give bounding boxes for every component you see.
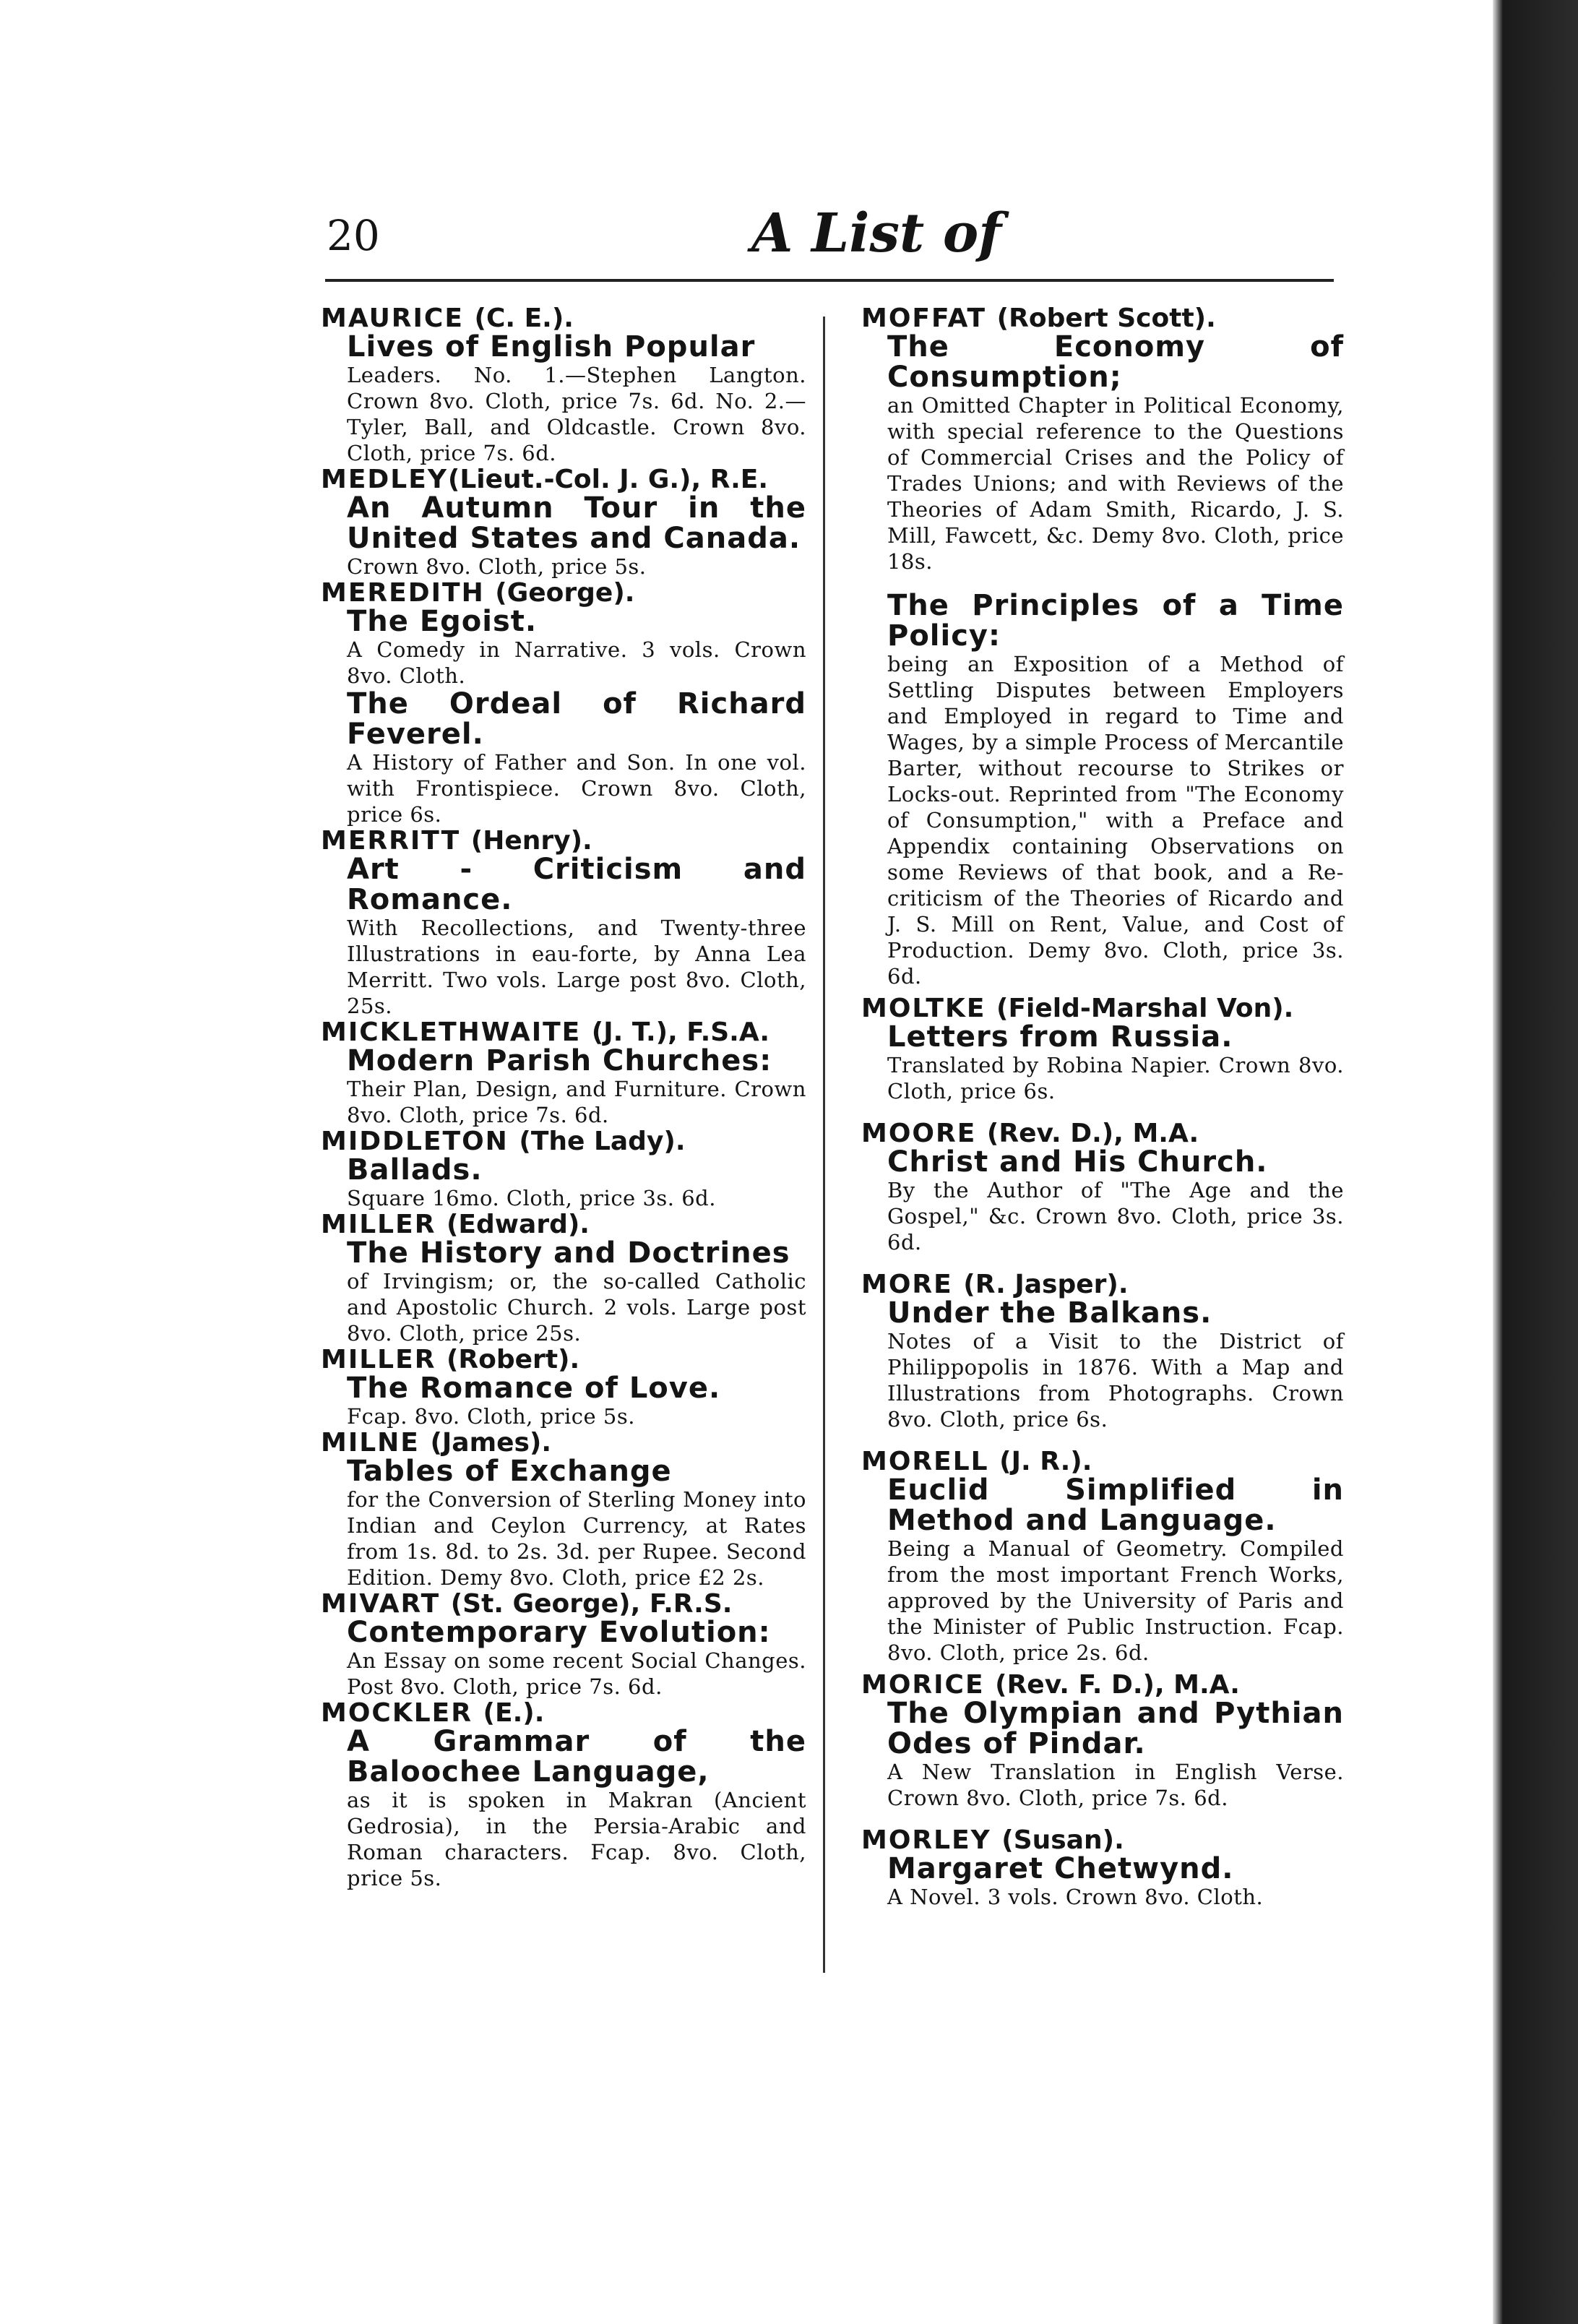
- author-name: MILLER: [321, 1210, 436, 1239]
- book-title: Art - Criticism and Romance.: [347, 853, 806, 916]
- catalog-entry: [861, 305, 1344, 574]
- author-detail: (J. R.).: [999, 1447, 1092, 1476]
- right-column: [861, 305, 1344, 1910]
- author-name: MAURICE: [321, 304, 464, 333]
- catalog-entry: [321, 1429, 806, 1591]
- author-name: MORELL: [861, 1447, 989, 1476]
- catalog-entry: [321, 580, 806, 689]
- book-title: Letters from Russia.: [887, 1020, 1233, 1054]
- author-heading: [321, 1128, 806, 1155]
- book-description: Their Plan, Design, and Furniture. Crown 8vo. Cloth, price 7s. 6d.: [347, 1077, 806, 1127]
- catalog-entry: [321, 305, 806, 466]
- author-detail: (E.).: [483, 1698, 545, 1728]
- book-description: A History of Father and Son. In one vol. with Frontispiece. Crown 8vo. Cloth, price 6s.: [347, 750, 806, 827]
- catalog-entry: [861, 1671, 1344, 1811]
- catalog-entry: [321, 827, 806, 1019]
- author-heading: [321, 1019, 806, 1046]
- author-name: MORLEY: [861, 1825, 991, 1855]
- author-name: MILLER: [321, 1345, 436, 1374]
- author-detail: (St. George), F.R.S.: [450, 1589, 733, 1619]
- catalog-entry: [861, 1827, 1344, 1910]
- author-heading: [861, 995, 1344, 1022]
- catalog-entry: [861, 1120, 1344, 1255]
- book-title: Ballads.: [347, 1153, 483, 1187]
- author-name: MOFFAT: [861, 304, 987, 333]
- author-detail: (Edward).: [446, 1210, 590, 1239]
- book-title: The Ordeal of Richard Feverel.: [347, 687, 806, 751]
- book-description: of Irvingism; or, the so-called Catholic and Apostolic Church. 2 vols. Large post 8vo. Cloth, price 25s.: [347, 1269, 806, 1346]
- column-rule: [823, 317, 825, 1973]
- left-column: [321, 305, 806, 1891]
- author-detail: (Robert).: [446, 1345, 580, 1374]
- header-rule: [325, 279, 1334, 282]
- catalog-entry: [321, 1019, 806, 1128]
- book-description: A New Translation in English Verse. Crown 8vo. Cloth, price 7s. 6d.: [887, 1760, 1344, 1810]
- book-title: The Egoist.: [347, 605, 538, 638]
- catalog-entry: [321, 1211, 806, 1346]
- author-detail: (R. Jasper).: [963, 1270, 1129, 1299]
- book-description: With Recollections, and Twenty-three Illustrations in eau-forte, by Anna Lea Merritt. Two vols. Large post 8vo. Cloth, 25s.: [347, 916, 806, 1018]
- catalog-entry: [861, 1448, 1344, 1666]
- author-heading: [321, 305, 806, 332]
- book-description: as it is spoken in Makran (Ancient Gedrosia), in the Persia-Arabic and Roman characters. Fcap. 8vo. Cloth, price 5s.: [347, 1788, 806, 1890]
- book-description: being an Exposition of a Method of Settling Disputes between Employers and Employed in regard to Time and Wages, by a simple Process of Mercantile Barter, without recourse to Strikes or Locks-out. Reprinted from "The Economy of Consumption," with a Preface and Appendix containing Observations on some Reviews of that book, and a Re-criticism of the Theories of Ricardo and J. S. Mill on Rent, Value, and Cost of Production. Demy 8vo. Cloth, price 3s. 6d.: [887, 652, 1344, 989]
- author-heading: [321, 1591, 806, 1617]
- book-description: Crown 8vo. Cloth, price 5s.: [347, 554, 647, 579]
- running-head: A List of: [751, 202, 1002, 264]
- author-detail: (C. E.).: [474, 304, 574, 333]
- author-name: MILNE: [321, 1428, 420, 1458]
- book-title: The Olympian and Pythian Odes of Pindar.: [887, 1697, 1344, 1760]
- author-heading: [321, 466, 806, 493]
- author-heading: [321, 1346, 806, 1373]
- book-title: Euclid Simplified in Method and Language.: [887, 1473, 1344, 1537]
- author-heading: [861, 1827, 1344, 1854]
- book-description: Square 16mo. Cloth, price 3s. 6d.: [347, 1186, 716, 1210]
- author-heading: [321, 1700, 806, 1726]
- author-heading: [321, 827, 806, 854]
- catalog-entry: [861, 995, 1344, 1104]
- author-name: MORICE: [861, 1670, 985, 1700]
- book-title: Modern Parish Churches:: [347, 1044, 772, 1077]
- book-description: Fcap. 8vo. Cloth, price 5s.: [347, 1404, 635, 1429]
- author-detail: (James).: [430, 1428, 552, 1458]
- spacer: [861, 1104, 1344, 1120]
- author-detail: (J. T.), F.S.A.: [591, 1017, 770, 1047]
- book-description: Leaders. No. 1.—Stephen Langton. Crown 8vo. Cloth, price 7s. 6d. No. 2.—Tyler, Ball, and Oldcastle. Crown 8vo. Cloth, price 7s. 6d.: [347, 363, 806, 465]
- author-name: MIVART: [321, 1589, 441, 1619]
- book-title: A Grammar of the Baloochee Language,: [347, 1725, 806, 1789]
- book-description: for the Conversion of Sterling Money into Indian and Ceylon Currency, at Rates from 1s. 8d. to 2s. 3d. per Rupee. Second Edition. Demy 8vo. Cloth, price £2 2s.: [347, 1487, 806, 1590]
- book-title: The Romance of Love.: [347, 1372, 721, 1405]
- book-description: Notes of a Visit to the District of Philippopolis in 1876. With a Map and Illustrations from Photographs. Crown 8vo. Cloth, price 6s.: [887, 1329, 1344, 1432]
- author-heading: [861, 1120, 1344, 1147]
- book-description: Translated by Robina Napier. Crown 8vo. Cloth, price 6s.: [887, 1053, 1344, 1103]
- catalog-entry: [321, 689, 806, 827]
- author-name: MOLTKE: [861, 994, 986, 1023]
- book-title: Contemporary Evolution:: [347, 1616, 771, 1649]
- author-detail: (Lieut.-Col. J. G.), R.E.: [447, 465, 769, 494]
- spacer: [861, 1255, 1344, 1271]
- catalog-entry: [321, 1700, 806, 1891]
- catalog-entry: [321, 466, 806, 580]
- author-name: MIDDLETON: [321, 1127, 509, 1156]
- author-heading: [321, 580, 806, 606]
- catalog-entry: [321, 1128, 806, 1211]
- author-detail: (Susan).: [1001, 1825, 1124, 1855]
- author-detail: (Rev. D.), M.A.: [986, 1119, 1199, 1148]
- author-heading: [861, 305, 1344, 332]
- author-name: MERRITT: [321, 826, 461, 856]
- catalog-entry: [861, 590, 1344, 989]
- author-detail: (Robert Scott).: [996, 304, 1216, 333]
- scan-edge: [1493, 0, 1578, 2324]
- author-detail: (George).: [495, 578, 635, 608]
- author-detail: (The Lady).: [519, 1127, 686, 1156]
- book-title: The Economy of Consumption;: [887, 330, 1344, 394]
- author-name: MICKLETHWAITE: [321, 1017, 582, 1047]
- book-description: an Omitted Chapter in Political Economy, with special reference to the Questions of Commercial Crises and the Policy of Trades Unions; and with Reviews of the Theories of Adam Smith, Ricardo, J. S. Mill, Fawcett, &c. Demy 8vo. Cloth, price 18s.: [887, 393, 1344, 574]
- spacer: [861, 1432, 1344, 1448]
- author-name: MORE: [861, 1270, 953, 1299]
- book-title: Tables of Exchange: [347, 1455, 672, 1488]
- book-description: Being a Manual of Geometry. Compiled from the most important French Works, approved by the University of Paris and the Minister of Public Instruction. Fcap. 8vo. Cloth, price 2s. 6d.: [887, 1536, 1344, 1665]
- book-title: Margaret Chetwynd.: [887, 1852, 1234, 1885]
- page-number: 20: [327, 211, 380, 260]
- book-title: The Principles of a Time Policy:: [887, 589, 1344, 653]
- author-heading: [321, 1429, 806, 1456]
- author-detail: (Henry).: [470, 826, 592, 856]
- book-title: Christ and His Church.: [887, 1145, 1268, 1179]
- author-name: MOORE: [861, 1119, 977, 1148]
- author-detail: (Rev. F. D.), M.A.: [995, 1670, 1240, 1700]
- catalog-entry: [321, 1591, 806, 1700]
- author-heading: [861, 1448, 1344, 1475]
- spacer: [861, 574, 1344, 590]
- book-description: By the Author of "The Age and the Gospel," &c. Crown 8vo. Cloth, price 3s. 6d.: [887, 1178, 1344, 1254]
- author-heading: [861, 1671, 1344, 1698]
- author-name: MEREDITH: [321, 578, 485, 608]
- book-title: An Autumn Tour in the United States and Canada.: [347, 491, 806, 555]
- author-name: MEDLEY: [321, 465, 448, 494]
- author-heading: [321, 1211, 806, 1238]
- catalog-entry: [861, 1271, 1344, 1432]
- book-title: Lives of English Popular: [347, 330, 756, 363]
- book-description: A Comedy in Narrative. 3 vols. Crown 8vo. Cloth.: [347, 637, 806, 688]
- catalog-entry: [321, 1346, 806, 1429]
- book-description: A Novel. 3 vols. Crown 8vo. Cloth.: [887, 1885, 1264, 1909]
- book-title: Under the Balkans.: [887, 1296, 1212, 1330]
- author-detail: (Field-Marshal Von).: [996, 994, 1294, 1023]
- author-heading: [861, 1271, 1344, 1298]
- book-description: An Essay on some recent Social Changes. Post 8vo. Cloth, price 7s. 6d.: [347, 1648, 806, 1699]
- author-name: MOCKLER: [321, 1698, 473, 1728]
- book-title: The History and Doctrines: [347, 1236, 790, 1270]
- spacer: [861, 1811, 1344, 1827]
